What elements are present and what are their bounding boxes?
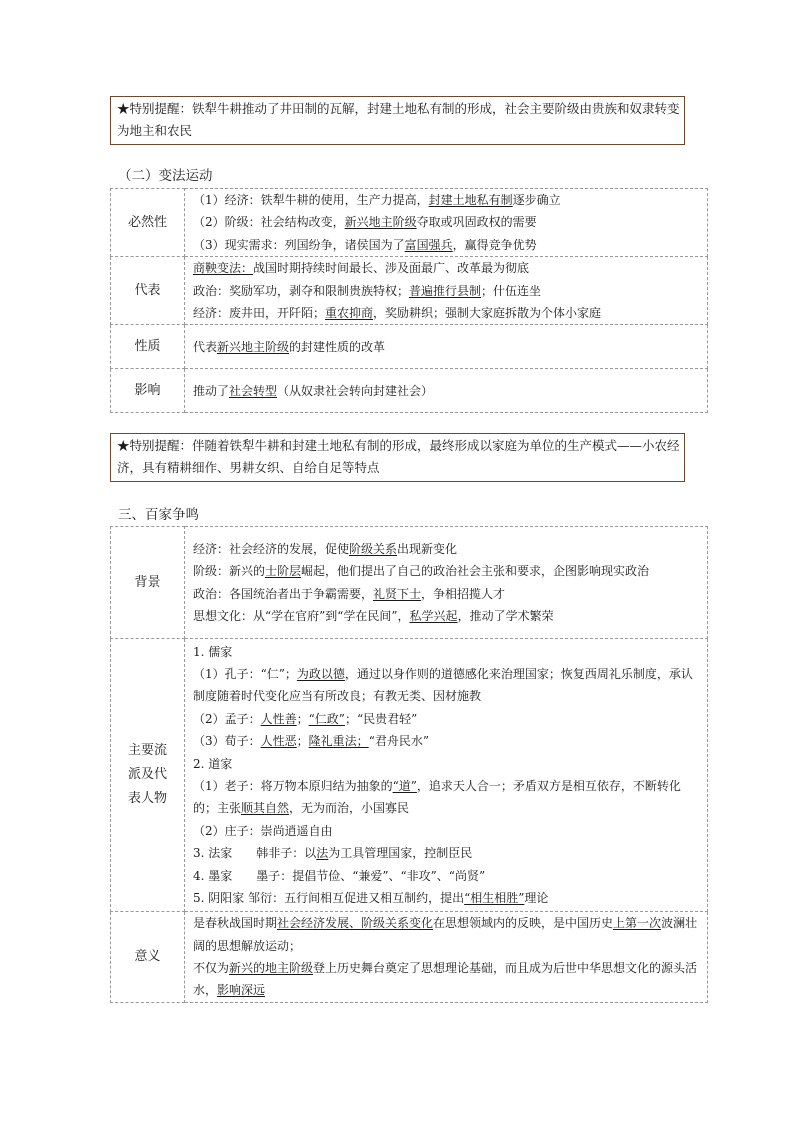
row-label-representative: 代表	[111, 257, 185, 325]
row-content-background: 经济：社会经济的发展，促使阶级关系出现新变化 阶级：新兴的士阶层崛起，他们提出了自己的政治社会主张和要求，企图影响现实政治 政治：各国统治者出于争霸需要，礼贤下士，争相招揽人才 思想文化：从“学在官府”到“学在民间”，私学兴起，推动了学术繁荣	[185, 527, 708, 639]
row-content-necessity: （1）经济：铁犁牛耕的使用，生产力提高，封建土地私有制逐步确立 （2）阶级：社会结构改变，新兴地主阶级夺取或巩固政权的需要 （3）现实需求：列国纷争，诸侯国为了富国强兵，赢得竞争优势	[185, 189, 708, 257]
row-content-schools: 1. 儒家 （1）孔子：“仁”；为政以德，通过以身作则的道德感化来治理国家；恢复西周礼乐制度，承认制度随着时代变化应当有所改良；有教无类、因材施教 （2）孟子：人性善；“仁政”；“民贵君轻” （3）荀子：人性恶；隆礼重法；“君舟民水” 2. 道家 （1）老子：将万物本原归结为抽象的“道”，追求天人合一；矛盾双方是相互依存，不断转化的；主张顺其自然，无为而治，小国寡民 （2）庄子：崇尚逍遥自由 3. 法家 韩非子：以法为工具管理国家，控制臣民 4. 墨家 墨子：提倡节俭、“兼爱”、“非攻”、“尚贤” 5. 阴阳家 邹衍：五行间相互促进又相互制约，提出“相生相胜”理论	[185, 639, 708, 912]
star-icon: ★	[117, 438, 130, 453]
row-label-background: 背景	[111, 527, 185, 639]
section-heading-hundred-schools: 三、百家争鸣	[118, 507, 199, 523]
special-reminder-box-2	[110, 433, 685, 482]
table-row	[111, 369, 708, 413]
table-row	[111, 912, 708, 1003]
table-row	[111, 325, 708, 369]
table-row	[111, 527, 708, 639]
row-label-necessity: 必然性	[111, 189, 185, 257]
reminder-text: 伴随着铁犁牛耕和封建土地私有制的形成，最终形成以家庭为单位的生产模式——小农经济，具有精耕细作、男耕女织、自给自足等特点	[117, 438, 680, 475]
row-content-nature: 代表新兴地主阶级的封建性质的改革	[185, 325, 708, 369]
row-content-significance: 是春秋战国时期社会经济发展、阶级关系变化在思想领域内的反映，是中国历史上第一次波澜壮阔的思想解放运动； 不仅为新兴的地主阶级登上历史舞台奠定了思想理论基础，而且成为后世中华思想文化的源头活水，影响深远	[185, 912, 708, 1003]
row-label-impact: 影响	[111, 369, 185, 413]
row-content-representative: 商鞅变法：战国时期持续时间最长、涉及面最广、改革最为彻底 政治：奖励军功，剥夺和限制贵族特权；普遍推行县制；什伍连坐 经济：废井田，开阡陌；重农抑商，奖励耕织；强制大家庭拆散为个体小家庭	[185, 257, 708, 325]
special-reminder-box-1	[110, 96, 685, 145]
hundred-schools-table	[110, 526, 708, 1003]
reminder-label: 特别提醒：	[129, 101, 193, 116]
reform-table	[110, 188, 708, 413]
reminder-text: 铁犁牛耕推动了井田制的瓦解，封建土地私有制的形成，社会主要阶级由贵族和奴隶转变为地主和农民	[117, 101, 680, 138]
reminder-label: 特别提醒：	[129, 438, 193, 453]
section-heading-reform: （二）变法运动	[118, 168, 213, 184]
table-row	[111, 639, 708, 912]
row-label-significance: 意义	[111, 912, 185, 1003]
table-row	[111, 189, 708, 257]
table-row	[111, 257, 708, 325]
row-label-schools: 主要流派及代表人物	[111, 639, 185, 912]
row-content-impact: 推动了社会转型（从奴隶社会转向封建社会）	[185, 369, 708, 413]
row-label-nature: 性质	[111, 325, 185, 369]
star-icon: ★	[117, 101, 130, 116]
